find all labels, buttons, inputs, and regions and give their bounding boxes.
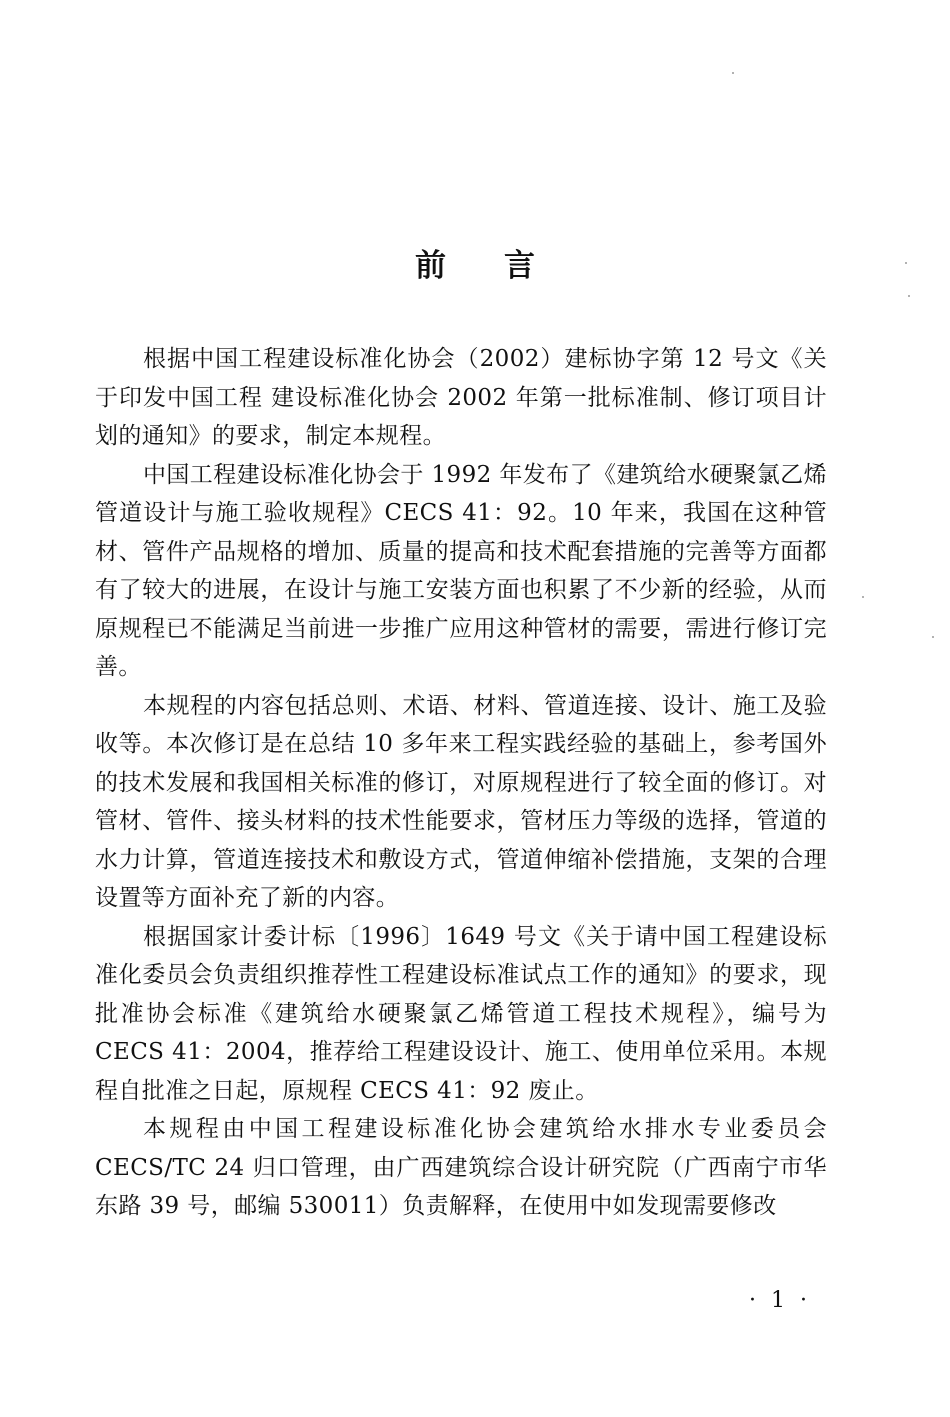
scan-speck [908, 295, 910, 297]
page-title: 前言 [415, 247, 593, 284]
paragraph-4: 根据国家计委计标〔1996〕1649 号文《关于请中国工程建设标准化委员会负责组织推荐性工程建设标准试点工作的通知》的要求，现批准协会标准《建筑给水硬聚氯乙烯管道工程技术规程》，编号为 CECS 41：2004，推荐给工程建设设计、施工、使用单位采用。本规程自批准之日起，原规程 CECS 41：92 废止。 [95, 923, 827, 1104]
paragraph-5: 本规程由中国工程建设标准化协会建筑给水排水专业委员会 CECS/TC 24 归口管理，由广西建筑综合设计研究院（广西南宁市华东路 39 号，邮编 530011）负责解释，在使用中如发现需要修改 [95, 1116, 827, 1219]
paragraph-3: 本规程的内容包括总则、术语、材料、管道连接、设计、施工及验收等。本次修订是在总结 10 多年来工程实践经验的基础上，参考国外的技术发展和我国相关标准的修订，对原规程进行了较全面的修订。对管材、管件、接头材料的技术性能要求，管材压力等级的选择，管道的水力计算，管道连接技术和敷设方式，管道伸缩补偿措施，支架的合理设置等方面补充了新的内容。 [95, 692, 827, 911]
page-number: · 1 · [749, 1288, 811, 1313]
scan-speck [905, 262, 907, 264]
scan-speck [932, 636, 934, 638]
scan-speck [862, 596, 864, 598]
scan-speck [732, 72, 734, 74]
paragraph-2: 中国工程建设标准化协会于 1992 年发布了《建筑给水硬聚氯乙烯管道设计与施工验收规程》CECS 41：92。10 年来，我国在这种管材、管件产品规格的增加、质量的提高和技术配套措施的完善等方面都有了较大的进展，在设计与施工安装方面也积累了不少新的经验，从而原规程已不能满足当前进一步推广应用这种管材的需要，需进行修订完善。 [95, 461, 827, 680]
paragraph-1: 根据中国工程建设标准化协会（2002）建标协字第 12 号文《关于印发中国工程 建设标准化协会 2002 年第一批标准制、修订项目计划的通知》的要求，制定本规程。 [95, 346, 827, 449]
body-text [95, 340, 827, 1226]
